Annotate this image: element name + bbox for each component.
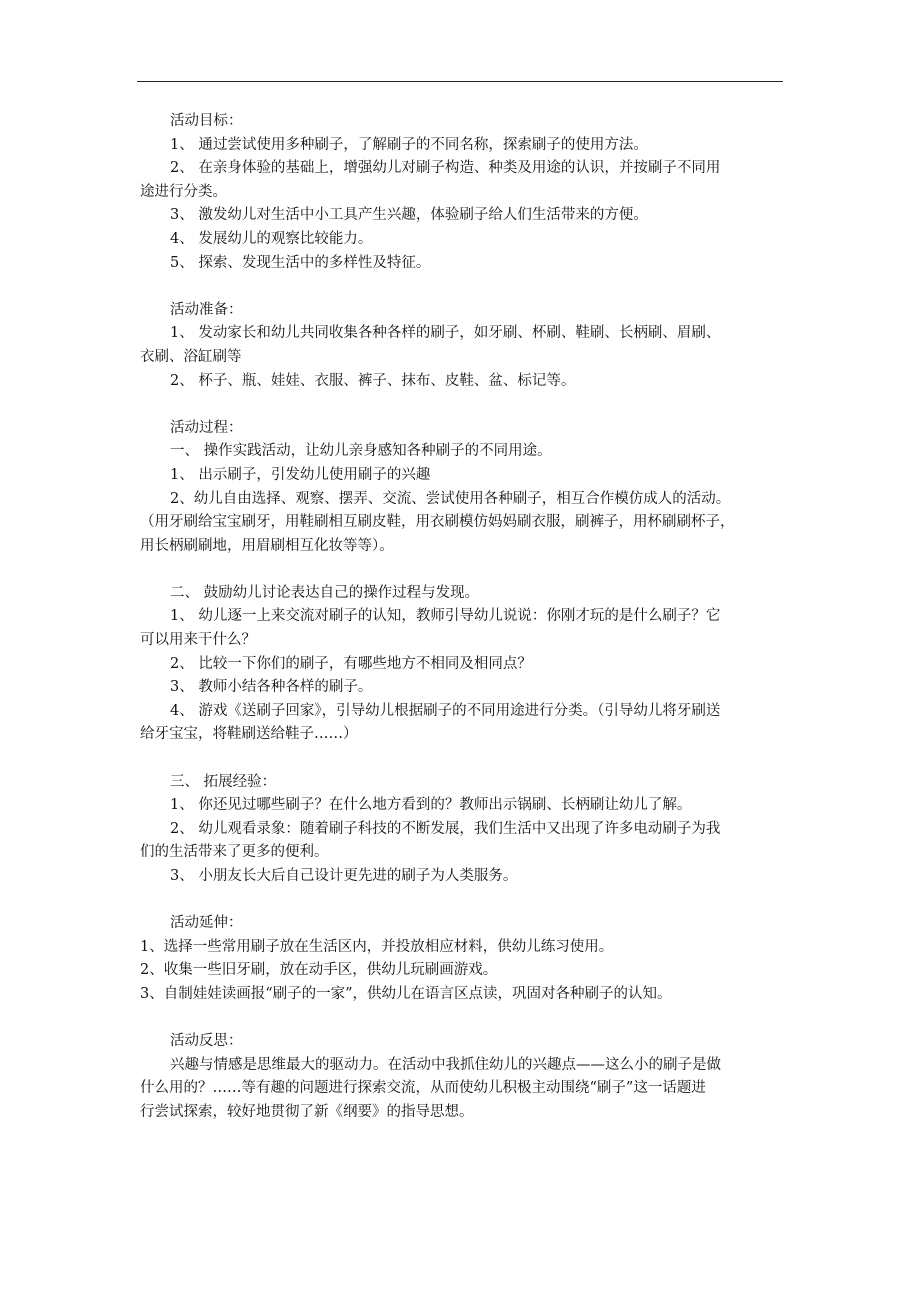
goals-heading: 活动目标：	[170, 113, 243, 129]
prep-heading: 活动准备：	[170, 301, 243, 318]
process-item: 1、 幼儿逐一上来交流对刷子的认知，教师引导幼儿说说：你刚才玩的是什么刷子？它	[170, 608, 721, 625]
process-item: 2、 比较一下你们的刷子，有哪些地方不相同及相同点？	[170, 655, 532, 672]
goal-item: 5、 探索、发现生活中的多样性及特征。	[170, 254, 431, 271]
extension-heading: 活动延伸：	[170, 915, 243, 932]
process-item-continued: 给牙宝宝，将鞋刷送给鞋子……）	[140, 726, 358, 743]
process-item: 2、 幼儿观看录象：随着刷子科技的不断发展，我们生活中又出现了许多电动刷子为我	[170, 820, 721, 837]
process-item-continued: 们的生活带来了更多的便利。	[140, 844, 329, 861]
prep-item-continued: 衣刷、浴缸刷等	[140, 348, 242, 365]
process-item: 4、 游戏《送刷子回家》，引导幼儿根据刷子的不同用途进行分类。（引导幼儿将牙刷送	[170, 702, 721, 719]
process-item-continued: （用牙刷给宝宝刷牙，用鞋刷相互刷皮鞋，用衣刷模仿妈妈刷衣服，刷裤子，用杯刷刷杯子，	[140, 514, 735, 531]
goal-item-continued: 途进行分类。	[140, 183, 227, 200]
process-heading: 活动过程：	[170, 419, 243, 436]
extension-item: 3、自制娃娃读画报“刷子的一家”，供幼儿在语言区点读，巩固对各种刷子的认知。	[140, 985, 672, 1002]
reflection-line: 兴趣与情感是思维最大的驱动力。在活动中我抓住幼儿的兴趣点——这么小的刷子是做	[170, 1056, 721, 1073]
reflection-line: 什么用的？……等有趣的问题进行探索交流，从而使幼儿积极主动围绕“刷子”这一话题进	[140, 1080, 706, 1097]
process-item-continued: 用长柄刷刷地，用眉刷相互化妆等等）。	[140, 537, 394, 554]
extension-item: 1、选择一些常用刷子放在生活区内，并投放相应材料，供幼儿练习使用。	[140, 938, 614, 955]
process-item-continued: 可以用来干什么？	[140, 632, 256, 649]
prep-item: 2、 杯子、瓶、娃娃、衣服、裤子、抹布、皮鞋、盆、标记等。	[170, 372, 576, 389]
goal-item: 2、 在亲身体验的基础上，增强幼儿对刷子构造、种类及用途的认识，并按刷子不同用	[170, 160, 721, 177]
extension-item: 2、收集一些旧牙刷，放在动手区，供幼儿玩刷画游戏。	[140, 962, 498, 979]
process-item: 1、 你还见过哪些刷子？在什么地方看到的？教师出示锅刷、长柄刷让幼儿了解。	[170, 797, 692, 814]
process-item: 3、 小朋友长大后自己设计更先进的刷子为人类服务。	[170, 868, 518, 884]
goal-item: 1、 通过尝试使用多种刷子，了解刷子的不同名称，探索刷子的使用方法。	[170, 136, 648, 153]
goal-item: 3、 激发幼儿对生活中小工具产生兴趣，体验刷子给人们生活带来的方便。	[170, 207, 648, 224]
process-item: 2、幼儿自由选择、观察、摆弄、交流、尝试使用各种刷子，相互合作模仿成人的活动。	[170, 490, 731, 507]
process-part3-title: 三、 拓展经验：	[170, 773, 277, 790]
process-part2-title: 二、 鼓励幼儿讨论表达自己的操作过程与发现。	[170, 584, 480, 601]
reflection-heading: 活动反思：	[170, 1033, 243, 1050]
header-rule	[137, 81, 783, 82]
goal-item: 4、 发展幼儿的观察比较能力。	[170, 230, 373, 247]
reflection-line: 行尝试探索，较好地贯彻了新《纲要》的指导思想。	[140, 1103, 474, 1120]
document-body	[140, 110, 788, 1125]
prep-item: 1、 发动家长和幼儿共同收集各种各样的刷子，如牙刷、杯刷、鞋刷、长柄刷、眉刷、	[170, 325, 721, 342]
process-item: 3、 教师小结各种各样的刷子。	[170, 679, 373, 696]
process-item: 1、 出示刷子，引发幼儿使用刷子的兴趣	[170, 466, 431, 483]
process-part1-title: 一、 操作实践活动，让幼儿亲身感知各种刷子的不同用途。	[170, 443, 552, 460]
